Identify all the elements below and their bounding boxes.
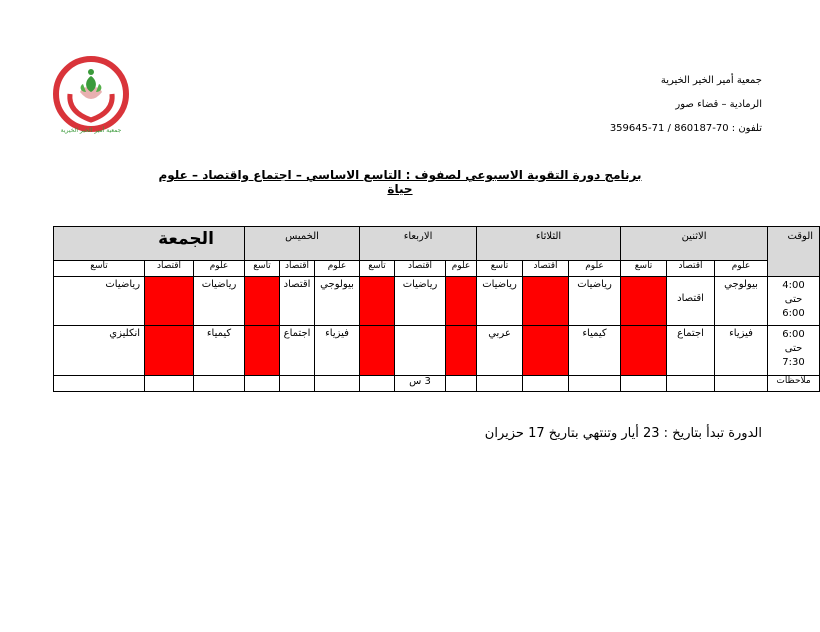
cell-thu-sci: فيزياء	[315, 325, 360, 375]
group-header: علوم	[715, 261, 768, 277]
cell-mon-ninth	[621, 325, 667, 375]
cell-fri-econ	[145, 277, 194, 325]
cell-mon-ninth	[621, 277, 667, 325]
cell-wed-sci	[446, 277, 477, 325]
cell-wed-ninth	[360, 277, 395, 325]
course-dates: الدورة تبدأ بتاريخ : 23 أيار وتنتهي بتاريخ 17 حزيران	[484, 426, 762, 441]
note-cell	[280, 375, 315, 391]
note-cell	[621, 375, 667, 391]
group-header: اقتصاد	[667, 261, 715, 277]
cell-mon-econ: اقتصاد	[667, 277, 715, 325]
note-cell	[667, 375, 715, 391]
org-address: الرمادية – قضاء صور	[675, 99, 762, 110]
cell-tue-sci: رياضيات	[569, 277, 621, 325]
note-cell	[477, 375, 523, 391]
cell-thu-ninth	[245, 277, 280, 325]
cell-wed-econ: رياضيات	[395, 277, 446, 325]
schedule-table	[53, 226, 820, 392]
cell-tue-sci: كيمياء	[569, 325, 621, 375]
page-title: برنامج دورة التقوية الاسبوعي لصفوف : التاسع الاساسي – اجتماع واقتصاد – علوم حياة	[158, 168, 642, 196]
note-cell	[446, 375, 477, 391]
day-wednesday: الاربعاء	[360, 227, 477, 261]
day-friday: الجمعة	[54, 227, 245, 261]
cell-fri-ninth: رياضيات	[54, 277, 145, 325]
cell-tue-econ	[523, 277, 569, 325]
note-cell	[54, 375, 145, 391]
group-header: اقتصاد	[523, 261, 569, 277]
cell-mon-sci: فيزياء	[715, 325, 768, 375]
group-header: علوم	[446, 261, 477, 277]
note-cell	[245, 375, 280, 391]
cell-tue-ninth: عربي	[477, 325, 523, 375]
note-cell	[315, 375, 360, 391]
cell-thu-econ: اجتماع	[280, 325, 315, 375]
note-cell	[569, 375, 621, 391]
cell-fri-ninth: انكليزي	[54, 325, 145, 375]
cell-fri-sci: رياضيات	[194, 277, 245, 325]
cell-tue-econ	[523, 325, 569, 375]
org-logo	[50, 54, 132, 136]
group-header: اقتصاد	[145, 261, 194, 277]
group-header: علوم	[315, 261, 360, 277]
day-thursday: الخميس	[245, 227, 360, 261]
cell-fri-econ	[145, 325, 194, 375]
cell-tue-ninth: رياضيات	[477, 277, 523, 325]
cell-fri-sci: كيمياء	[194, 325, 245, 375]
org-phone: تلفون : 70-860187 / 71-359645	[609, 123, 762, 134]
cell-wed-sci	[446, 325, 477, 375]
cell-wed-econ	[395, 325, 446, 375]
cell-mon-econ: اجتماع	[667, 325, 715, 375]
group-header: تاسع	[621, 261, 667, 277]
org-name: جمعية أمير الخير الخيرية	[660, 75, 762, 86]
cell-thu-ninth	[245, 325, 280, 375]
time-slot-1: 4:00 حتى 6:00	[768, 277, 820, 325]
time-slot-2: 6:00 حتى 7:30	[768, 325, 820, 375]
note-cell	[715, 375, 768, 391]
group-header: علوم	[569, 261, 621, 277]
cell-thu-sci: بيولوجي	[315, 277, 360, 325]
time-header: الوقت	[768, 227, 820, 277]
cell-mon-sci: بيولوجي	[715, 277, 768, 325]
group-header: تاسع	[245, 261, 280, 277]
note-wed-econ: 3 س	[395, 375, 446, 391]
group-header: تاسع	[360, 261, 395, 277]
day-monday: الاثنين	[621, 227, 768, 261]
notes-label: ملاحظات	[768, 375, 820, 391]
group-header: تاسع	[477, 261, 523, 277]
note-cell	[523, 375, 569, 391]
cell-thu-econ: اقتصاد	[280, 277, 315, 325]
cell-wed-ninth	[360, 325, 395, 375]
group-header: تاسع	[54, 261, 145, 277]
org-info	[610, 74, 762, 146]
group-header: اقتصاد	[395, 261, 446, 277]
day-tuesday: الثلاثاء	[477, 227, 621, 261]
group-header: اقتصاد	[280, 261, 315, 277]
note-cell	[145, 375, 194, 391]
note-cell	[360, 375, 395, 391]
svg-text:جمعية أمير الخير الخيرية: جمعية أمير الخير الخيرية	[60, 127, 122, 134]
group-header: علوم	[194, 261, 245, 277]
note-cell	[194, 375, 245, 391]
